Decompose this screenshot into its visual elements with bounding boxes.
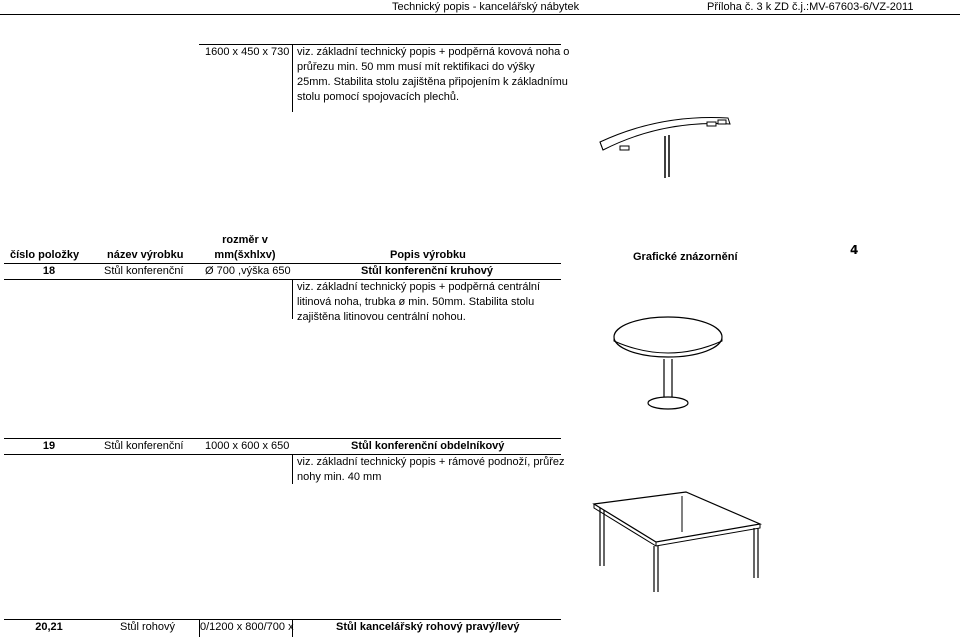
item-20-21-number: 20,21 [35,621,63,633]
item-20-21-name: Stůl rohový [120,621,176,633]
item-18-number: 18 [42,265,56,277]
top-description-line-4: stolu pomocí spojovacích plechů. [297,91,460,103]
column-divider [292,44,293,112]
header-description: Popis výrobku [390,249,466,261]
document-reference: Příloha č. 3 k ZD č.j.:MV-67603-6/VZ-2011 [707,1,914,13]
header-dimension-line-1: rozměr v [222,234,268,246]
top-description-line-2: průřezu min. 50 mm musí mít rektifikaci do výšky [297,61,535,73]
item-19-dimension: 1000 x 600 x 650 [205,440,290,452]
item-19-title: Stůl konferenční obdelníkový [351,440,505,452]
column-divider [292,279,293,319]
top-description-line-3: 25mm. Stabilita stolu zajištěna připojením k základnímu [297,76,568,88]
item-19-name: Stůl konferenční [104,440,184,452]
rectangular-table-drawing [590,488,770,598]
item-18-description-line-1: viz. základní technický popis + podpěrná centrální [297,281,541,293]
header-graphic: Grafické znázornění [633,251,738,263]
column-divider [292,454,293,484]
header-rule [0,14,960,15]
item-18-description-line-3: zajištěna litinovou centrální nohou. [297,311,466,323]
item-19-description-line-1: viz. základní technický popis + rámové podnoží, průřez [297,456,565,468]
item-18-name: Stůl konferenční [104,265,184,277]
header-number: číslo položky [10,249,80,261]
top-description-line-1: viz. základní technický popis + podpěrná kovová noha o [297,46,570,58]
document-title: Technický popis - kancelářský nábytek [392,1,580,13]
item-19-number: 19 [42,440,56,452]
round-table-drawing [608,315,728,415]
top-dimension: 1600 x 450 x 730 [205,46,290,58]
header-name: název výrobku [107,249,184,261]
item-20-21-title: Stůl kancelářský rohový pravý/levý [336,621,520,633]
item-19-description-line-2: nohy min. 40 mm [297,471,382,483]
item-20-21-dimension: 0/1200 x 800/700 x [200,621,294,633]
item-18-description-line-2: litinová noha, trubka ø min. 50mm. Stabilita stolu [297,296,535,308]
item-18-dimension: Ø 700 ,výška 650 [205,265,291,277]
header-dimension-line-2: mm(šxhlxv) [214,249,276,261]
half-oval-table-drawing [590,100,740,190]
page-number: 4 [850,243,859,257]
item-18-title: Stůl konferenční kruhový [361,265,494,277]
